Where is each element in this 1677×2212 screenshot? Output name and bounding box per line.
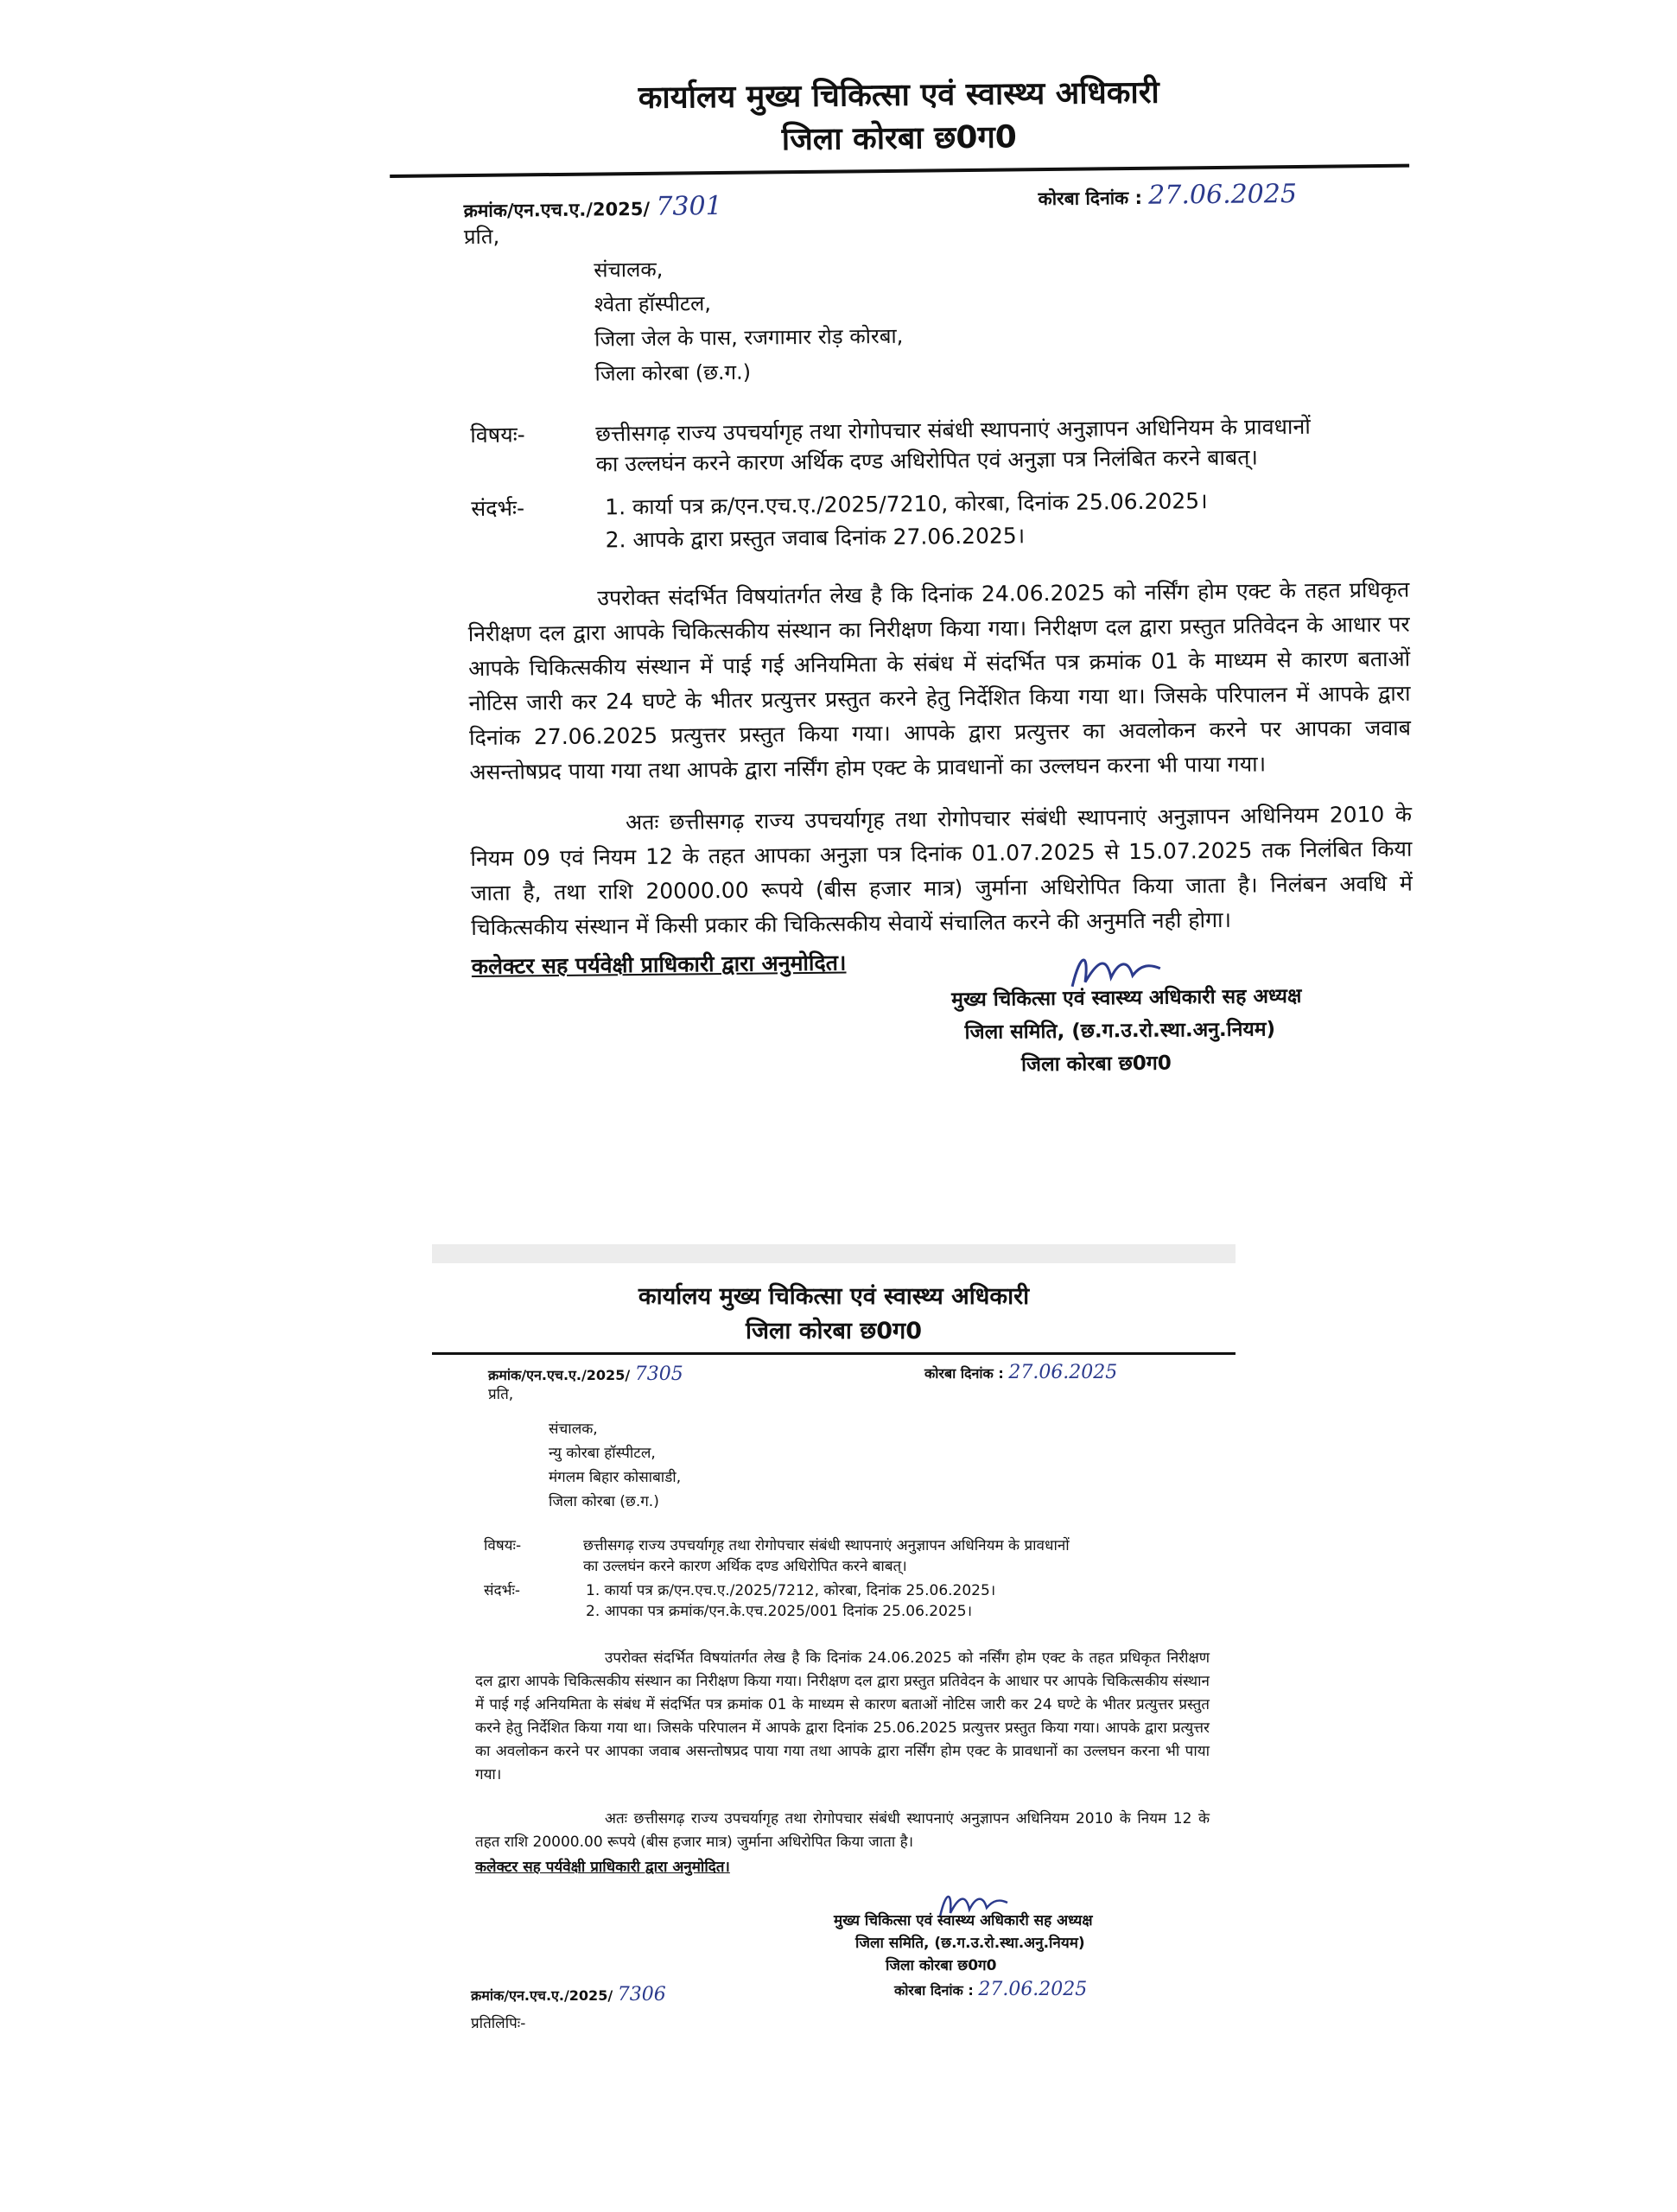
handwritten-ref-number: 7306 — [617, 1984, 666, 2005]
reference-number: क्रमांक/एन.एच.ए./2025/ 7305 — [488, 1363, 683, 1385]
header-rule — [432, 1352, 1236, 1355]
reference-item: 1. कार्या पत्र क्र/एन.एच.ए./2025/7210, कोरबा, दिनांक 25.06.2025। — [605, 488, 1208, 520]
handwritten-date: 27.06.2025 — [1008, 1362, 1118, 1383]
copy-reference-number: क्रमांक/एन.एच.ए./2025/ 7306 — [471, 1984, 666, 2005]
office-title: कार्यालय मुख्य चिकित्सा एवं स्वास्थ्य अधिकारी — [638, 74, 1159, 116]
signature-date: कोरबा दिनांक : 27.06.2025 — [894, 1979, 1088, 2000]
subject-label: विषयः- — [470, 422, 525, 448]
address-line: मंगलम बिहार कोसाबाडी, — [549, 1469, 682, 1486]
handwritten-ref-number: 7305 — [634, 1363, 683, 1385]
letter-date: कोरबा दिनांक : 27.06.2025 — [924, 1362, 1118, 1383]
address-line: संचालक, — [594, 257, 664, 283]
signatory-title: मुख्य चिकित्सा एवं स्वास्थ्य अधिकारी सह अध्यक्ष — [834, 1912, 1093, 1929]
reference-label: संदर्भः- — [484, 1582, 521, 1599]
signatory-title: मुख्य चिकित्सा एवं स्वास्थ्य अधिकारी सह अध्यक्ष — [951, 984, 1302, 1012]
subject-line: का उल्लघंन करने कारण अर्थिक दण्ड अधिरोपित करने बाबत्। — [583, 1558, 907, 1575]
reference-item: 1. कार्या पत्र क्र/एन.एच.ए./2025/7212, कोरबा, दिनांक 25.06.2025। — [586, 1582, 996, 1599]
body-paragraph-2: अतः छत्तीसगढ़ राज्य उपचर्यागृह तथा रोगोपचार संबंधी स्थापनाएं अनुज्ञापन अधिनियम 2010 के नियम 12 के तहत राशि 20000.00 रूपये (बीस हजार मात्र) जुर्माना अधिरोपित किया जाता है। — [475, 1810, 1210, 1851]
subject-label: विषयः- — [484, 1537, 522, 1554]
address-line: श्वेता हॉस्पीटल, — [594, 291, 712, 317]
subject-line: छत्तीसगढ़ राज्य उपचर्यागृह तथा रोगोपचार संबंधी स्थापनाएं अनुज्ञापन अधिनियम के प्रावधानों — [583, 1537, 1070, 1554]
header-rule — [390, 164, 1409, 178]
address-line: जिला कोरबा (छ.ग.) — [549, 1493, 659, 1510]
signatory-district: जिला कोरबा छ0ग0 — [1020, 1052, 1172, 1077]
body-paragraph-1: उपरोक्त संदर्भित विषयांतर्गत लेख है कि दिनांक 24.06.2025 को नर्सिंग होम एक्ट के तहत प्रधिकृत निरीक्षण दल द्वारा आपके चिकित्सकीय संस्थान का निरीक्षण किया गया। निरीक्षण दल द्वारा प्रस्तुत प्रतिवेदन के आधार पर आपके चिकित्सकीय संस्थान में पाई गई अनियमिता के संबंध में संदर्भित पत्र क्रमांक 01 के माध्यम से कारण बताओं नोटिस जारी कर 24 घण्टे के भीतर प्रत्युत्तर प्रस्तुत करने हेतु निर्देशित किया गया था। जिसके परिपालन में आपके द्वारा दिनांक 27.06.2025 प्रत्युत्तर प्रस्तुत किया गया। आपके द्वारा प्रत्युत्तर का अवलोकन करने पर आपका जवाब असन्तोषप्रद पाया गया तथा आपके द्वारा नर्सिंग होम एक्ट के प्रावधानों का उल्लघन करना भी पाया गया। — [467, 576, 1412, 785]
letter-1 — [389, 67, 1420, 1115]
address-line: जिला कोरबा (छ.ग.) — [594, 359, 752, 386]
signatory-district: जिला कोरबा छ0ग0 — [886, 1957, 997, 1974]
subject-line: का उल्लघंन करने कारण अर्थिक दण्ड अधिरोपित एवं अनुज्ञा पत्र निलंबित करने बाबत्। — [595, 444, 1259, 477]
body-paragraph-2: अतः छत्तीसगढ़ राज्य उपचर्यागृह तथा रोगोपचार संबंधी स्थापनाएं अनुज्ञापन अधिनियम 2010 के नियम 09 एवं नियम 12 के तहत आपका अनुज्ञा पत्र दिनांक 01.07.2025 से 15.07.2025 तक निलंबित किया जाता है, तथा राशि 20000.00 रूपये (बीस हजार मात्र) जुर्माना अधिरोपित किया जाता है। निलंबन अवधि में चिकित्सकीय संस्थान में किसी प्रकार की चिकित्सकीय सेवायें संचालित करने की अनुमति नही होगा। — [470, 801, 1413, 941]
signatory-committee: जिला समिति, (छ.ग.उ.रो.स्था.अनु.नियम) — [964, 1018, 1276, 1045]
address-line: संचालक, — [549, 1421, 598, 1438]
office-title: कार्यालय मुख्य चिकित्सा एवं स्वास्थ्य अधिकारी — [638, 1283, 1030, 1310]
signatory-committee: जिला समिति, (छ.ग.उ.रो.स्था.अनु.नियम) — [855, 1935, 1085, 1952]
to-label: प्रति, — [488, 1386, 514, 1403]
approval-note: कलेक्टर सह पर्यवेक्षी प्राधिकारी द्वारा अनुमोदित। — [475, 1859, 730, 1876]
handwritten-ref-number: 7301 — [656, 190, 722, 222]
address-line: जिला जेल के पास, रजगामार रोड़ कोरबा, — [594, 323, 904, 352]
copy-to-label: प्रतिलिपिः- — [471, 2015, 526, 2032]
letter-2 — [432, 1244, 1236, 2108]
approval-note: कलेक्टर सह पर्यवेक्षी प्राधिकारी द्वारा अनुमोदित। — [471, 950, 847, 980]
subject-line: छत्तीसगढ़ राज्य उपचर्यागृह तथा रोगोपचार संबंधी स्थापनाएं अनुज्ञापन अधिनियम के प्रावधानों — [595, 413, 1311, 447]
scan-edge-strip — [432, 1244, 1236, 1263]
reference-item: 2. आपका पत्र क्रमांक/एन.के.एच.2025/001 दिनांक 25.06.2025। — [586, 1603, 973, 1620]
handwritten-date: 27.06.2025 — [1148, 179, 1298, 211]
reference-label: संदर्भः- — [471, 495, 525, 522]
reference-number: क्रमांक/एन.एच.ए./2025/ 7301 — [463, 190, 722, 222]
to-label: प्रति, — [463, 224, 500, 250]
body-paragraph-1: उपरोक्त संदर्भित विषयांतर्गत लेख है कि दिनांक 24.06.2025 को नर्सिंग होम एक्ट के तहत प्रधिकृत निरीक्षण दल द्वारा आपके चिकित्सकीय संस्थान का निरीक्षण किया गया। निरीक्षण दल द्वारा प्रस्तुत प्रतिवेदन के आधार पर आपके चिकित्सकीय संस्थान में पाई गई अनियमिता के संबंध में संदर्भित पत्र क्रमांक 01 के माध्यम से कारण बताओं नोटिस जारी कर 24 घण्टे के भीतर प्रत्युत्तर प्रस्तुत करने हेतु निर्देशित किया गया था। जिसके परिपालन में आपके द्वारा दिनांक 25.06.2025 प्रत्युत्तर प्रस्तुत किया गया। आपके द्वारा प्रत्युत्तर का अवलोकन करने पर आपका जवाब असन्तोषप्रद पाया गया तथा आपके द्वारा नर्सिंग होम एक्ट के प्रावधानों का उल्लघन करना भी पाया गया। — [475, 1649, 1210, 1783]
address-line: न्यु कोरबा हॉस्पीटल, — [549, 1445, 656, 1462]
office-district: जिला कोरबा छ0ग0 — [745, 1318, 922, 1344]
reference-item: 2. आपके द्वारा प्रस्तुत जवाब दिनांक 27.06.2025। — [605, 523, 1026, 553]
handwritten-date: 27.06.2025 — [978, 1979, 1088, 2000]
office-district: जिला कोरबा छ0ग0 — [781, 119, 1017, 158]
letter-date: कोरबा दिनांक : 27.06.2025 — [1038, 179, 1298, 211]
